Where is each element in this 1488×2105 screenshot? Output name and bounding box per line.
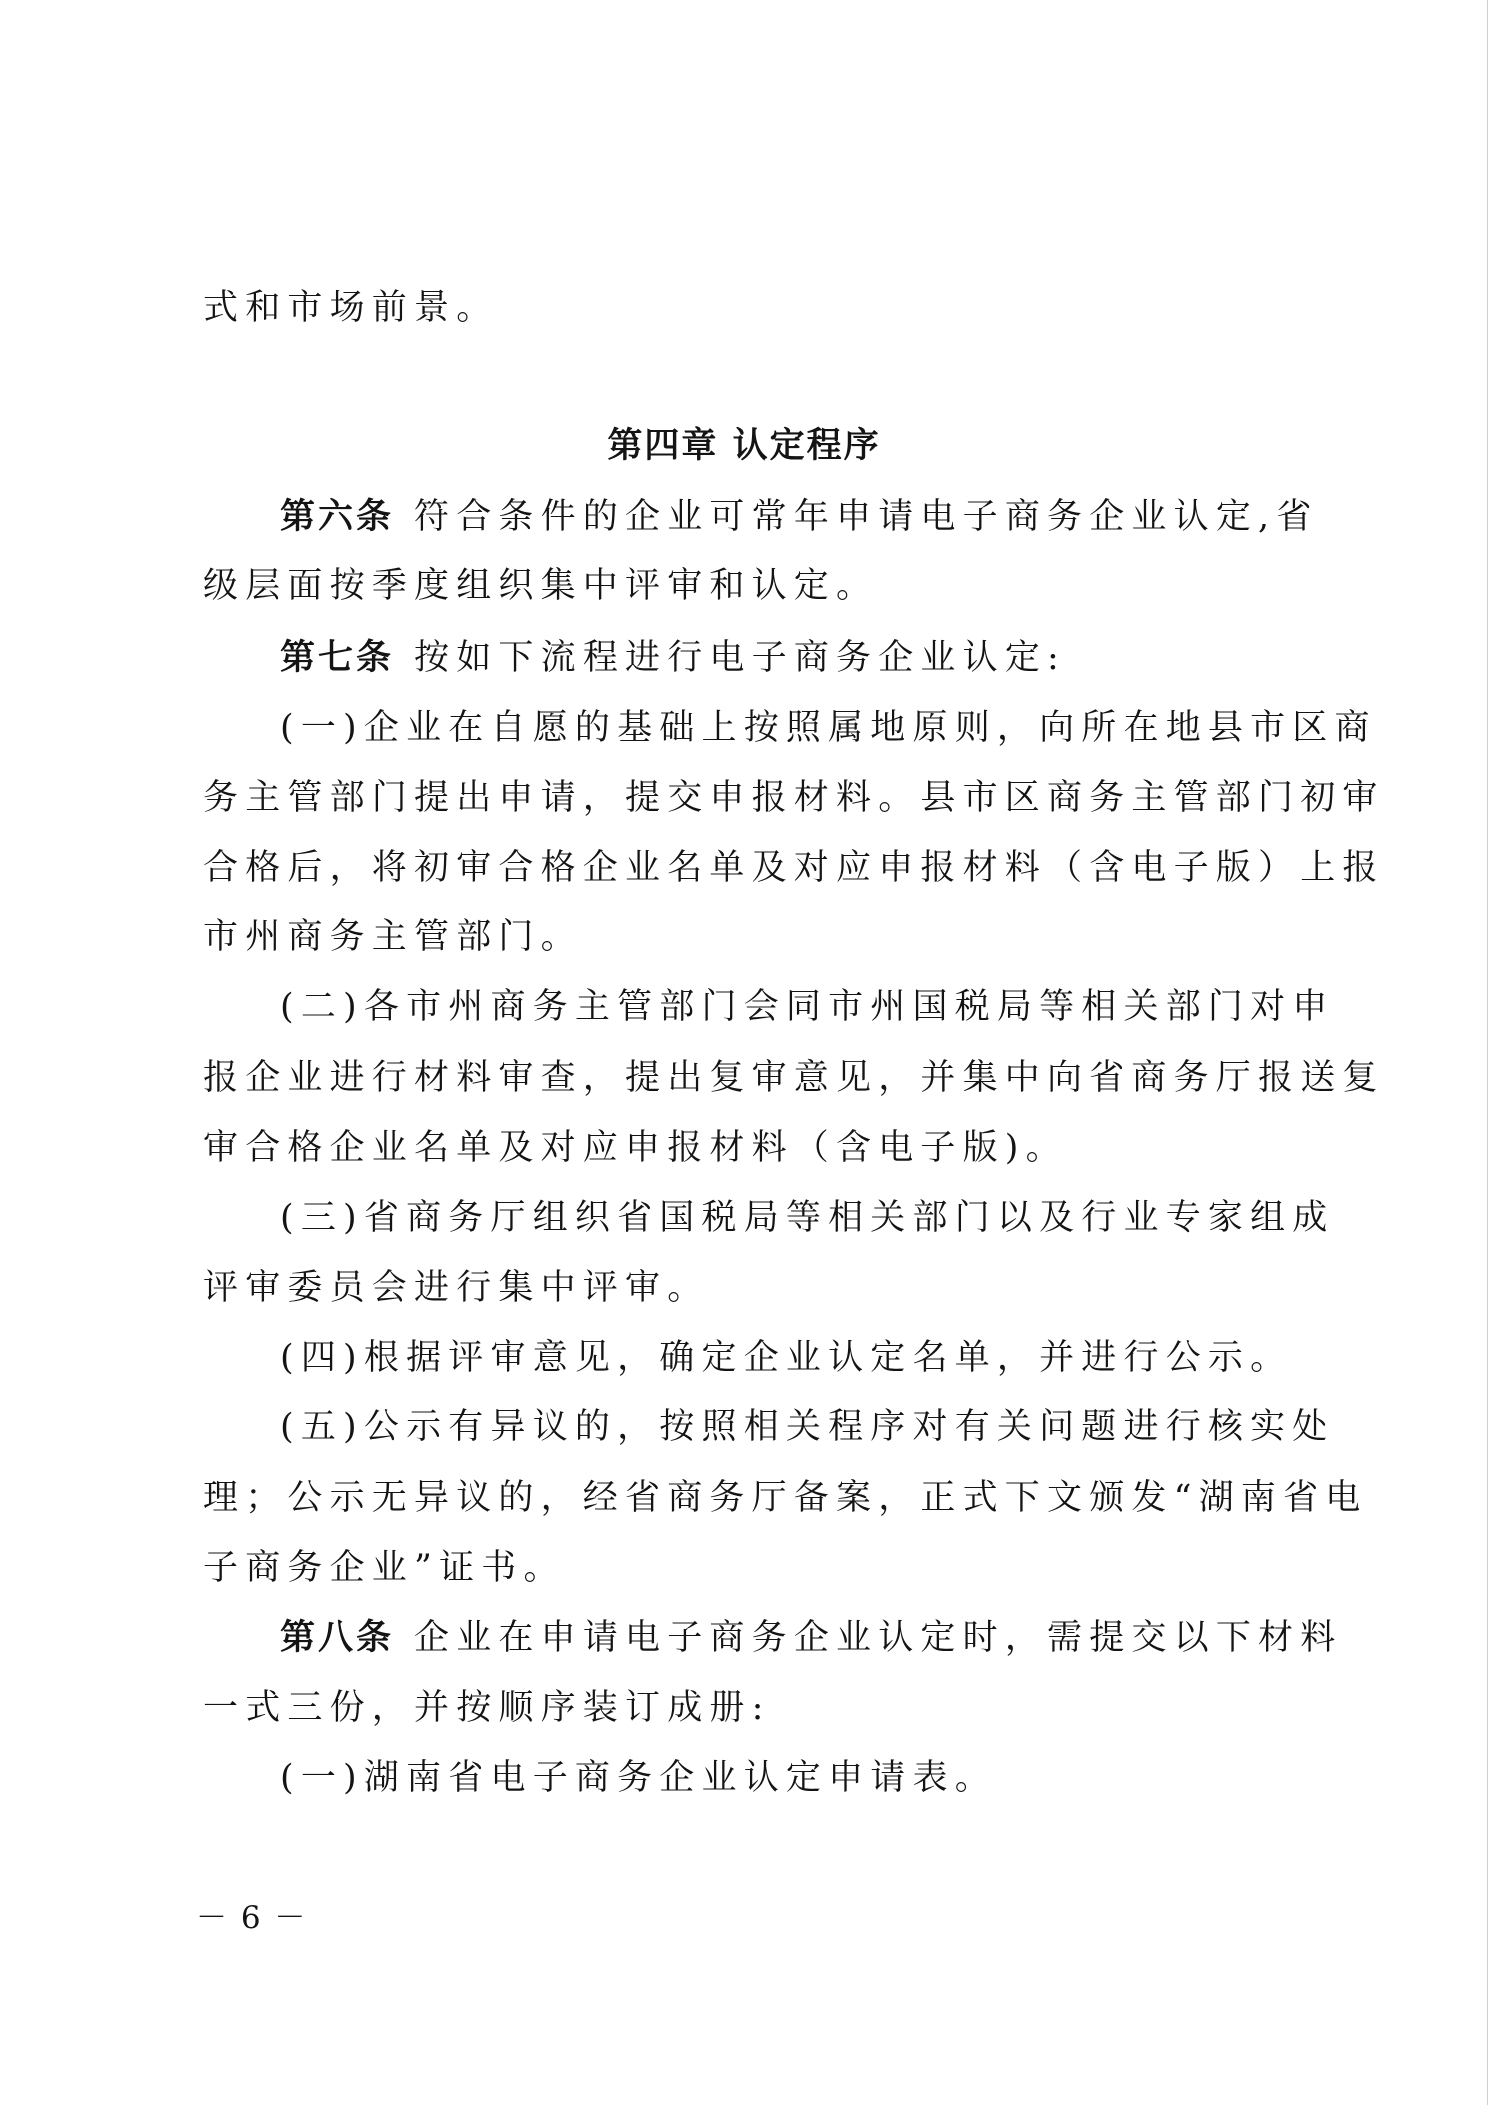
article-7-item-2-line-2: 报企业进行材料审查，提出复审意见，并集中向省商务厅报送复 <box>203 1058 1385 1098</box>
article-7-item-1-line-3: 合格后，将初审合格企业名单及对应申报材料（含电子版）上报 <box>203 848 1385 888</box>
intro-line: 式和市场前景。 <box>203 288 499 328</box>
article-8-line-1 <box>280 1615 1343 1661</box>
article-7-item-4-line-1: (四)根据评审意见，确定企业认定名单，并进行公示。 <box>280 1338 1293 1378</box>
article-7-line-1 <box>280 635 1310 681</box>
page-number: － 6 － <box>196 1900 308 1936</box>
article-7-item-3-line-1: (三)省商务厅组织省国税局等相关部门以及行业专家组成 <box>280 1198 1335 1238</box>
article-7-item-3-line-2: 评审委员会进行集中评审。 <box>203 1268 710 1308</box>
chapter-heading: 第四章 认定程序 <box>607 426 881 466</box>
article-7-item-1-line-2: 务主管部门提出申请，提交申报材料。县市区商务主管部门初审 <box>203 778 1385 818</box>
article-6-title: 第六条 <box>280 497 395 537</box>
article-7-item-2-line-3: 审合格企业名单及对应申报材料（含电子版)。 <box>203 1128 1068 1168</box>
article-6-text-1: 符合条件的企业可常年申请电子商务企业认定,省 <box>414 497 1319 537</box>
article-7-text-1: 按如下流程进行电子商务企业认定: <box>414 638 1067 678</box>
article-6-line-2: 级层面按季度组织集中评审和认定。 <box>203 566 879 606</box>
article-8-text-1: 企业在申请电子商务企业认定时，需提交以下材料 <box>414 1618 1343 1658</box>
article-6-line-1 <box>280 494 1319 540</box>
article-7-title: 第七条 <box>280 638 395 678</box>
article-7-item-1-line-4: 市州商务主管部门。 <box>203 917 583 957</box>
article-7-item-2-line-1: (二)各市州商务主管部门会同市州国税局等相关部门对申 <box>280 987 1335 1027</box>
article-7-item-5-line-1: (五)公示有异议的，按照相关程序对有关问题进行核实处 <box>280 1407 1335 1447</box>
article-8-line-2: 一式三份，并按顺序装订成册: <box>203 1688 771 1728</box>
article-7-item-5-line-3: 子商务企业”证书。 <box>203 1548 566 1588</box>
article-7-item-5-line-2: 理；公示无异议的，经省商务厅备案，正式下文颁发“湖南省电 <box>203 1478 1368 1518</box>
article-8-item-1: (一)湖南省电子商务企业认定申请表。 <box>280 1758 997 1798</box>
article-7-item-1-line-1: (一)企业在自愿的基础上按照属地原则，向所在地县市区商 <box>280 708 1377 748</box>
article-8-title: 第八条 <box>280 1618 395 1658</box>
